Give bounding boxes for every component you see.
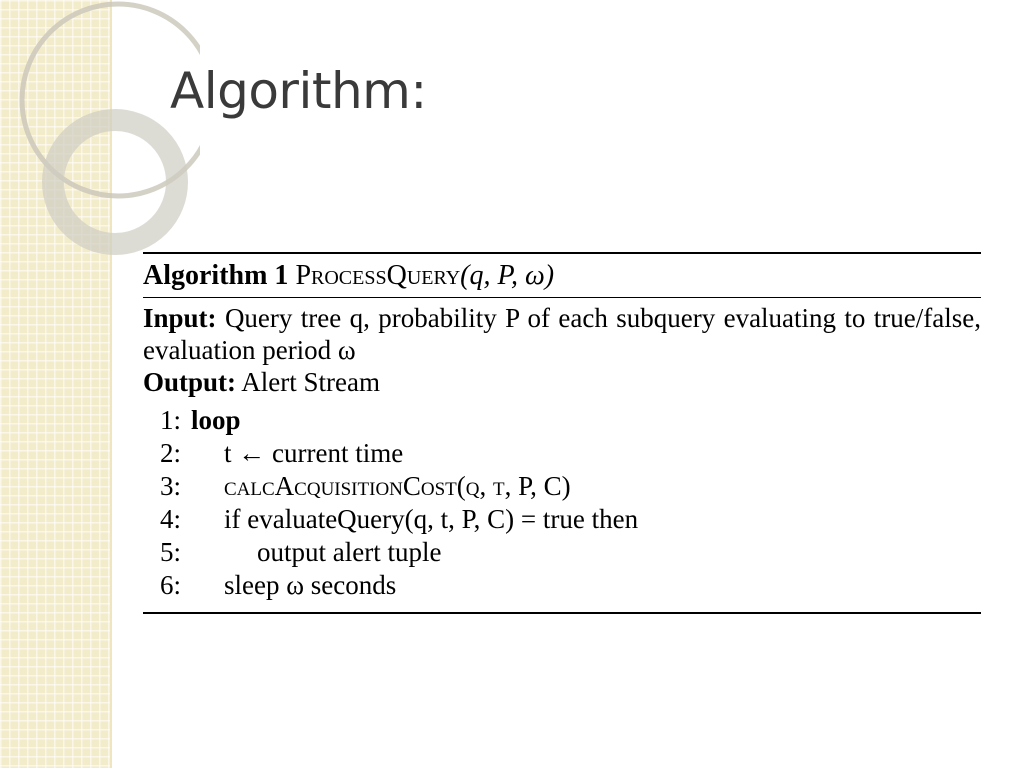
step-text: sleep ω seconds (224, 570, 397, 600)
step-text: if evaluateQuery(q, t, P, C) = true then (224, 504, 639, 534)
step-number: 3: (159, 471, 181, 501)
bottom-rule (143, 612, 981, 614)
step-text: loop (191, 405, 241, 435)
steps-list (143, 404, 981, 602)
step-number: 4: (159, 504, 181, 534)
algorithm-header (143, 254, 981, 297)
step-3 (143, 470, 981, 503)
algorithm-box (143, 252, 981, 614)
step-number: 6: (159, 570, 181, 600)
input-line (143, 302, 981, 366)
step-1 (143, 404, 981, 437)
output-text: Alert Stream (241, 367, 381, 397)
step-6 (143, 569, 981, 602)
step-2 (143, 437, 981, 470)
algorithm-label: Algorithm 1 (143, 260, 289, 291)
io-section (143, 298, 981, 398)
step-text: t ← current time (224, 438, 404, 468)
output-label: Output: (143, 367, 237, 397)
slide-title: Algorithm: (170, 62, 427, 120)
step-number: 5: (159, 537, 181, 567)
algorithm-params: (q, P, ω) (460, 260, 555, 291)
step-text: calcAcquisitionCost(q, t, P, C) (224, 471, 571, 501)
decorative-circles (0, 0, 200, 260)
algorithm-name: ProcessQuery (295, 260, 461, 291)
step-text: output alert tuple (257, 537, 442, 567)
step-4 (143, 503, 981, 536)
step-number: 2: (159, 438, 181, 468)
step-number: 1: (159, 405, 181, 435)
output-line (143, 366, 981, 398)
step-5 (143, 536, 981, 569)
input-text: Query tree q, probability P of each subquery evaluating to true/false, evaluation period ω (143, 303, 982, 365)
input-label: Input: (143, 303, 217, 333)
